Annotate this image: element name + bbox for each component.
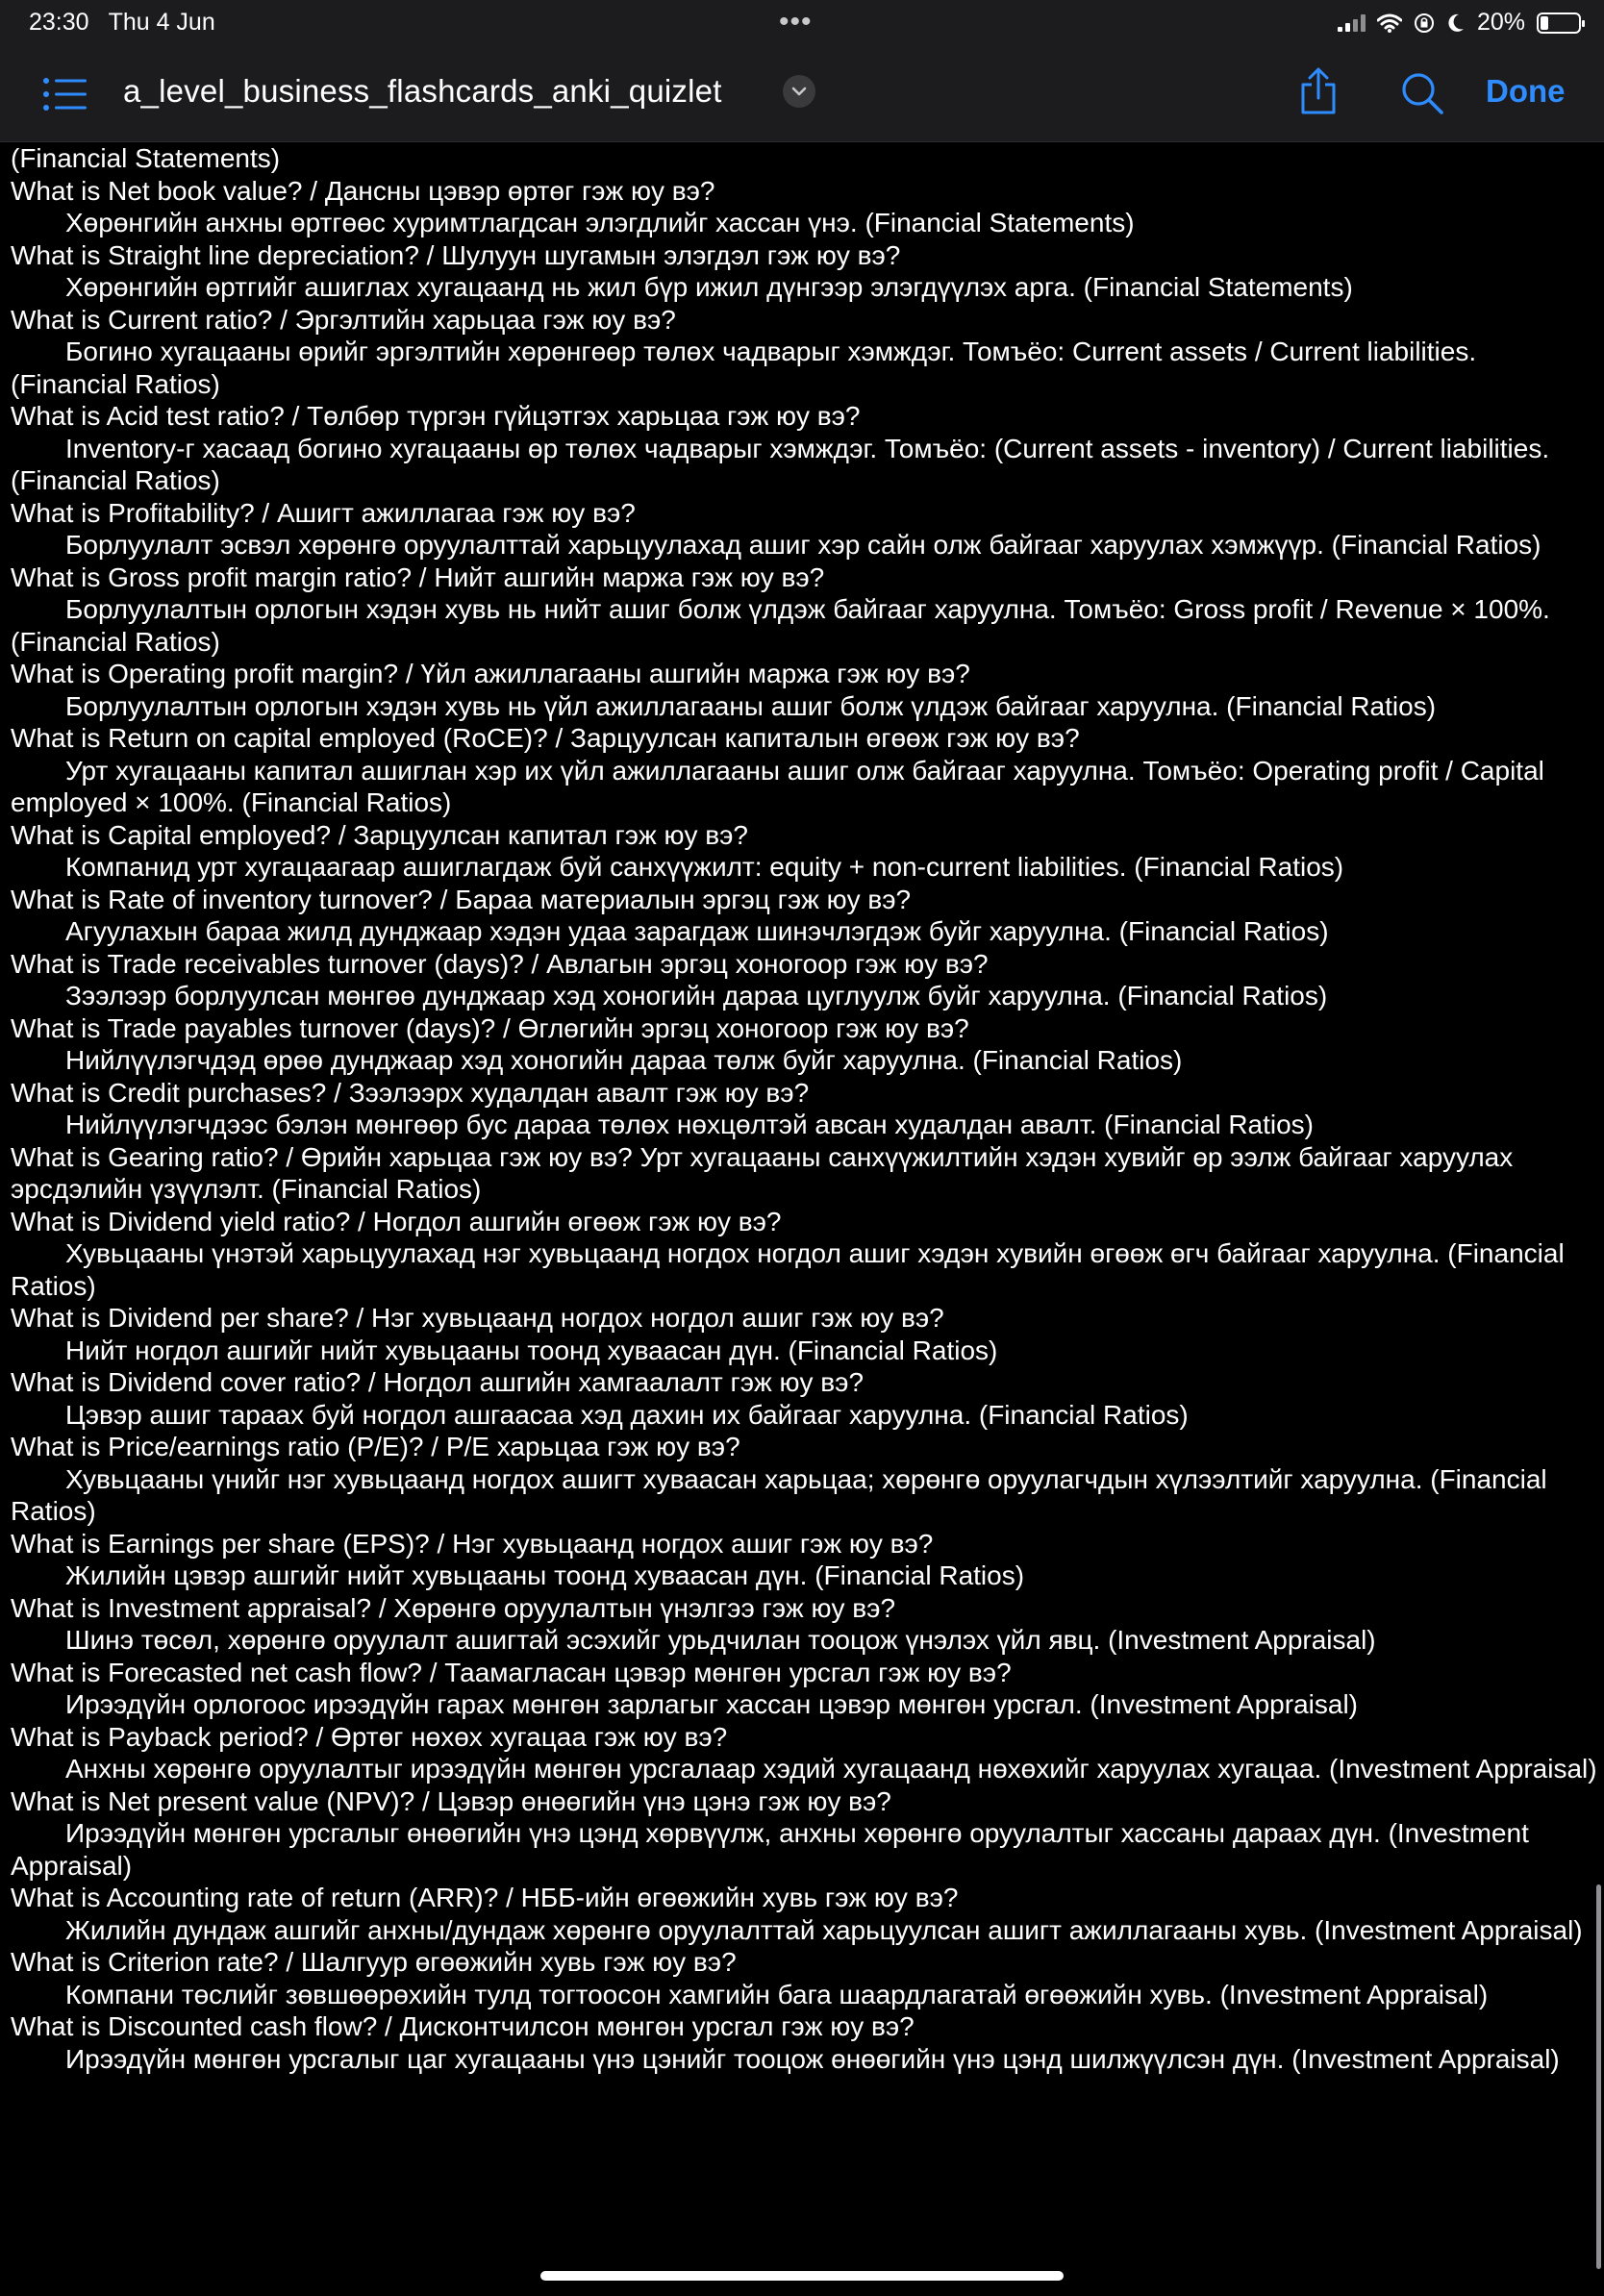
question-line: What is Dividend cover ratio? / Ногдол ашгийн хамгаалалт гэж юу вэ? <box>11 1367 865 1397</box>
text-line: (Financial Statements) <box>11 143 281 173</box>
status-time: 23:30 <box>29 9 89 36</box>
answer-line: Хөрөнгийн анхны өртгөөс хуримтлагдсан элэгдлийг хассан үнэ. (Financial Statements) <box>65 208 1135 237</box>
question-line: What is Accounting rate of return (ARR)? / НББ-ийн өгөөжийн хувь гэж юу вэ? <box>11 1883 959 1912</box>
answer-line: Хувьцааны үнийг нэг хувьцаанд ногдох ашигт хуваасан харьцаа; хөрөнгө оруулагчдын хүлээлтийг харуулна. (Financial Ratios) <box>11 1463 1547 1526</box>
question-line: What is Investment appraisal? / Хөрөнгө оруулалтын үнэлгээ гэж юу вэ? <box>11 1592 896 1623</box>
answer-line: Анхны хөрөнгө оруулалтыг ирээдүйн мөнгөн урсгалаар хэдий хугацаанд нөхөхийг харуулах хугацаа. (Investment Appraisal) <box>65 1754 1597 1784</box>
answer-line: Жилийн цэвэр ашгийг нийт хувьцааны тоонд хуваасан дүн. (Financial Ratios) <box>65 1560 1025 1590</box>
question-line: What is Trade receivables turnover (days)? / Авлагын эргэц хоногоор гэж юу вэ? <box>11 948 989 979</box>
battery-fill <box>1541 16 1548 30</box>
answer-line: Ирээдүйн мөнгөн урсгалыг цаг хугацааны үнэ цэнийг тооцож өнөөгийн үнэ цэнд шилжүүлсэн дүн. (Investment Appraisal) <box>65 2043 1560 2074</box>
question-line: What is Earnings per share (EPS)? / Нэг хувьцаанд ногдох ашиг гэж юу вэ? <box>11 1528 934 1559</box>
answer-line: Нийлүүлэгчдэд өрөө дунджаар хэд хоногийн дараа төлж буйг харуулна. (Financial Ratios) <box>65 1045 1183 1075</box>
navigation-bar <box>0 46 1604 142</box>
battery-icon <box>1537 12 1581 34</box>
scroll-indicator[interactable] <box>1596 1884 1601 2269</box>
answer-line: Хувьцааны үнэтэй харьцуулахад нэг хувьцаанд ногдох ногдол ашиг хэдэн хувийн өгөөж өгч байгааг харуулна. (Financial Ratios) <box>11 1238 1565 1301</box>
answer-line: Цэвэр ашиг тараах буй ногдол ашгаасаа хэд дахин их байгааг харуулна. (Financial Ratios) <box>65 1399 1189 1430</box>
question-line: What is Acid test ratio? / Төлбөр түргэн гүйцэтгэх харьцаа гэж юу вэ? <box>11 401 861 431</box>
done-button[interactable]: Done <box>1486 73 1566 109</box>
question-line: What is Rate of inventory turnover? / Бараа материалын эргэц гэж юу вэ? <box>11 884 912 914</box>
question-line: What is Operating profit margin? / Үйл ажиллагааны ашгийн маржа гэж юу вэ? <box>11 659 970 688</box>
answer-line: Хөрөнгийн өртгийг ашиглах хугацаанд нь жил бүр ижил дүнгээр элэгдүүлэх арга. (Financial Statements) <box>65 272 1353 302</box>
question-line: What is Dividend yield ratio? / Ногдол ашгийн өгөөж гэж юу вэ? <box>11 1206 782 1236</box>
answer-line: Урт хугацааны капитал ашиглан хэр их үйл ажиллагааны ашиг олж байгааг харуулна. Томъёо: Operating profit / Capital employed × 100%. (Financial Ratios) <box>11 755 1544 817</box>
question-line: What is Discounted cash flow? / Дисконтчилсон мөнгөн урсгал гэж юу вэ? <box>11 2011 915 2041</box>
status-bar <box>0 0 1604 46</box>
answer-line: Шинэ төсөл, хөрөнгө оруулалт ашигтай эсэхийг урьдчилан тооцож үнэлэх үйл явц. (Investment Appraisal) <box>65 1625 1376 1655</box>
question-line: What is Dividend per share? / Нэг хувьцаанд ногдох ногдол ашиг гэж юу вэ? <box>11 1303 944 1333</box>
cellular-signal-icon <box>1338 14 1366 32</box>
answer-line: Компани төслийг зөвшөөрөхийн тулд тогтоосон хамгийн бага шаардлагатай өгөөжийн хувь. (Investment Appraisal) <box>65 1979 1489 2009</box>
chevron-down-icon[interactable] <box>783 75 815 108</box>
question-line: What is Criterion rate? / Шалгуур өгөөжийн хувь гэж юу вэ? <box>11 1947 737 1977</box>
question-line: What is Credit purchases? / Зээлээрх худалдан авалт гэж юу вэ? <box>11 1077 810 1108</box>
question-line: What is Trade payables turnover (days)? / Өглөгийн эргэц хоногоор гэж юу вэ? <box>11 1012 969 1043</box>
question-line: What is Capital employed? / Зарцуулсан капитал гэж юу вэ? <box>11 819 748 850</box>
answer-line: Борлуулалт эсвэл хөрөнгө оруулалттай харьцуулахад ашиг хэр сайн олж байгааг харуулах хэмжүүр. (Financial Ratios) <box>65 530 1541 560</box>
document-content <box>11 142 1597 2075</box>
answer-line: Ирээдүйн орлогоос ирээдүйн гарах мөнгөн зарлагыг хассан цэвэр мөнгөн урсгал. (Investment Appraisal) <box>65 1689 1358 1719</box>
question-line: What is Gearing ratio? / Өрийн харьцаа гэж юу вэ? Урт хугацааны санхүүжилтийн хэдэн хувийг өр ээлж байгааг харуулах эрсдэлийн үзүүлэлт. (Financial Ratios) <box>11 1141 1514 1204</box>
question-line: What is Current ratio? / Эргэлтийн харьцаа гэж юу вэ? <box>11 304 676 335</box>
question-line: What is Net present value (NPV)? / Цэвэр өнөөгийн үнэ цэнэ гэж юу вэ? <box>11 1785 891 1816</box>
answer-line: Inventory-г хасаад богино хугацааны өр төлөх чадварыг хэмждэг. Томъёо: (Current assets - inventory) / Current liabilities. (Financial Ratios) <box>11 433 1550 495</box>
question-line: What is Straight line depreciation? / Шулуун шугамын элэгдэл гэж юу вэ? <box>11 239 901 270</box>
search-icon[interactable] <box>1400 71 1444 115</box>
status-clock <box>29 9 215 37</box>
list-icon[interactable] <box>42 75 87 113</box>
question-line: What is Price/earnings ratio (P/E)? / P/E харьцаа гэж юу вэ? <box>11 1432 740 1461</box>
question-line: What is Gross profit margin ratio? / Нийт ашгийн маржа гэж юу вэ? <box>11 562 825 592</box>
answer-line: Нийт ногдол ашгийг нийт хувьцааны тоонд хуваасан дүн. (Financial Ratios) <box>65 1335 998 1365</box>
question-line: What is Forecasted net cash flow? / Таамагласан цэвэр мөнгөн урсгал гэж юу вэ? <box>11 1657 1012 1687</box>
document-title[interactable]: a_level_business_flashcards_anki_quizlet <box>123 73 722 109</box>
answer-line: Борлуулалтын орлогын хэдэн хувь нь үйл ажиллагааны ашиг болж үлдэж байгааг харуулна. (Financial Ratios) <box>65 690 1437 721</box>
home-indicator[interactable] <box>540 2271 1064 2281</box>
answer-line: Компанид урт хугацаагаар ашиглагдаж буй санхүүжилт: equity + non-current liabilities. (Financial Ratios) <box>65 852 1344 882</box>
question-line: What is Payback period? / Өртөг нөхөх хугацаа гэж юу вэ? <box>11 1721 728 1752</box>
question-line: What is Profitability? / Ашигт ажиллагаа гэж юу вэ? <box>11 497 636 528</box>
orientation-lock-icon <box>1414 12 1435 34</box>
answer-line: Жилийн дундаж ашгийг анхны/дундаж хөрөнгө оруулалттай харьцуулсан ашигт ажиллагааны хувь. (Investment Appraisal) <box>65 1914 1583 1945</box>
answer-line: Борлуулалтын орлогын хэдэн хувь нь нийт ашиг болж үлдэж байгааг харуулна. Томъёо: Gross profit / Revenue × 100%. (Financial Ratios) <box>11 594 1550 657</box>
multitasking-dots[interactable]: ••• <box>779 6 813 37</box>
answer-line: Ирээдүйн мөнгөн урсгалыг өнөөгийн үнэ цэнд хөрвүүлж, анхны хөрөнгө оруулалтыг хассаны дараах дүн. (Investment Appraisal) <box>11 1818 1529 1881</box>
status-date: Thu 4 Jun <box>108 9 215 36</box>
question-line: What is Net book value? / Дансны цэвэр өртөг гэж юу вэ? <box>11 175 715 206</box>
question-line: What is Return on capital employed (RoCE)? / Зарцуулсан капиталын өгөөж гэж юу вэ? <box>11 723 1080 753</box>
answer-line: Нийлүүлэгчдээс бэлэн мөнгөөр бус дараа төлөх нөхцөлтэй авсан худалдан авалт. (Financial Ratios) <box>65 1110 1315 1139</box>
answer-line: Зээлээр борлуулсан мөнгөө дунджаар хэд хоногийн дараа цуглуулж буйг харуулна. (Financial Ratios) <box>65 981 1328 1011</box>
answer-line: Агуулахын бараа жилд дунджаар хэдэн удаа зарагдаж шинэчлэгдэж буйг харуулна. (Financial Ratios) <box>65 916 1329 946</box>
wifi-icon <box>1377 13 1402 33</box>
answer-line: Богино хугацааны өрийг эргэлтийн хөрөнгөөр төлөх чадварыг хэмждэг. Томъёо: Current assets / Current liabilities. (Financial Ratios) <box>11 337 1477 399</box>
status-indicators <box>1338 9 1581 37</box>
battery-percent: 20% <box>1476 9 1525 36</box>
share-icon[interactable] <box>1298 67 1339 115</box>
moon-icon <box>1446 12 1466 34</box>
